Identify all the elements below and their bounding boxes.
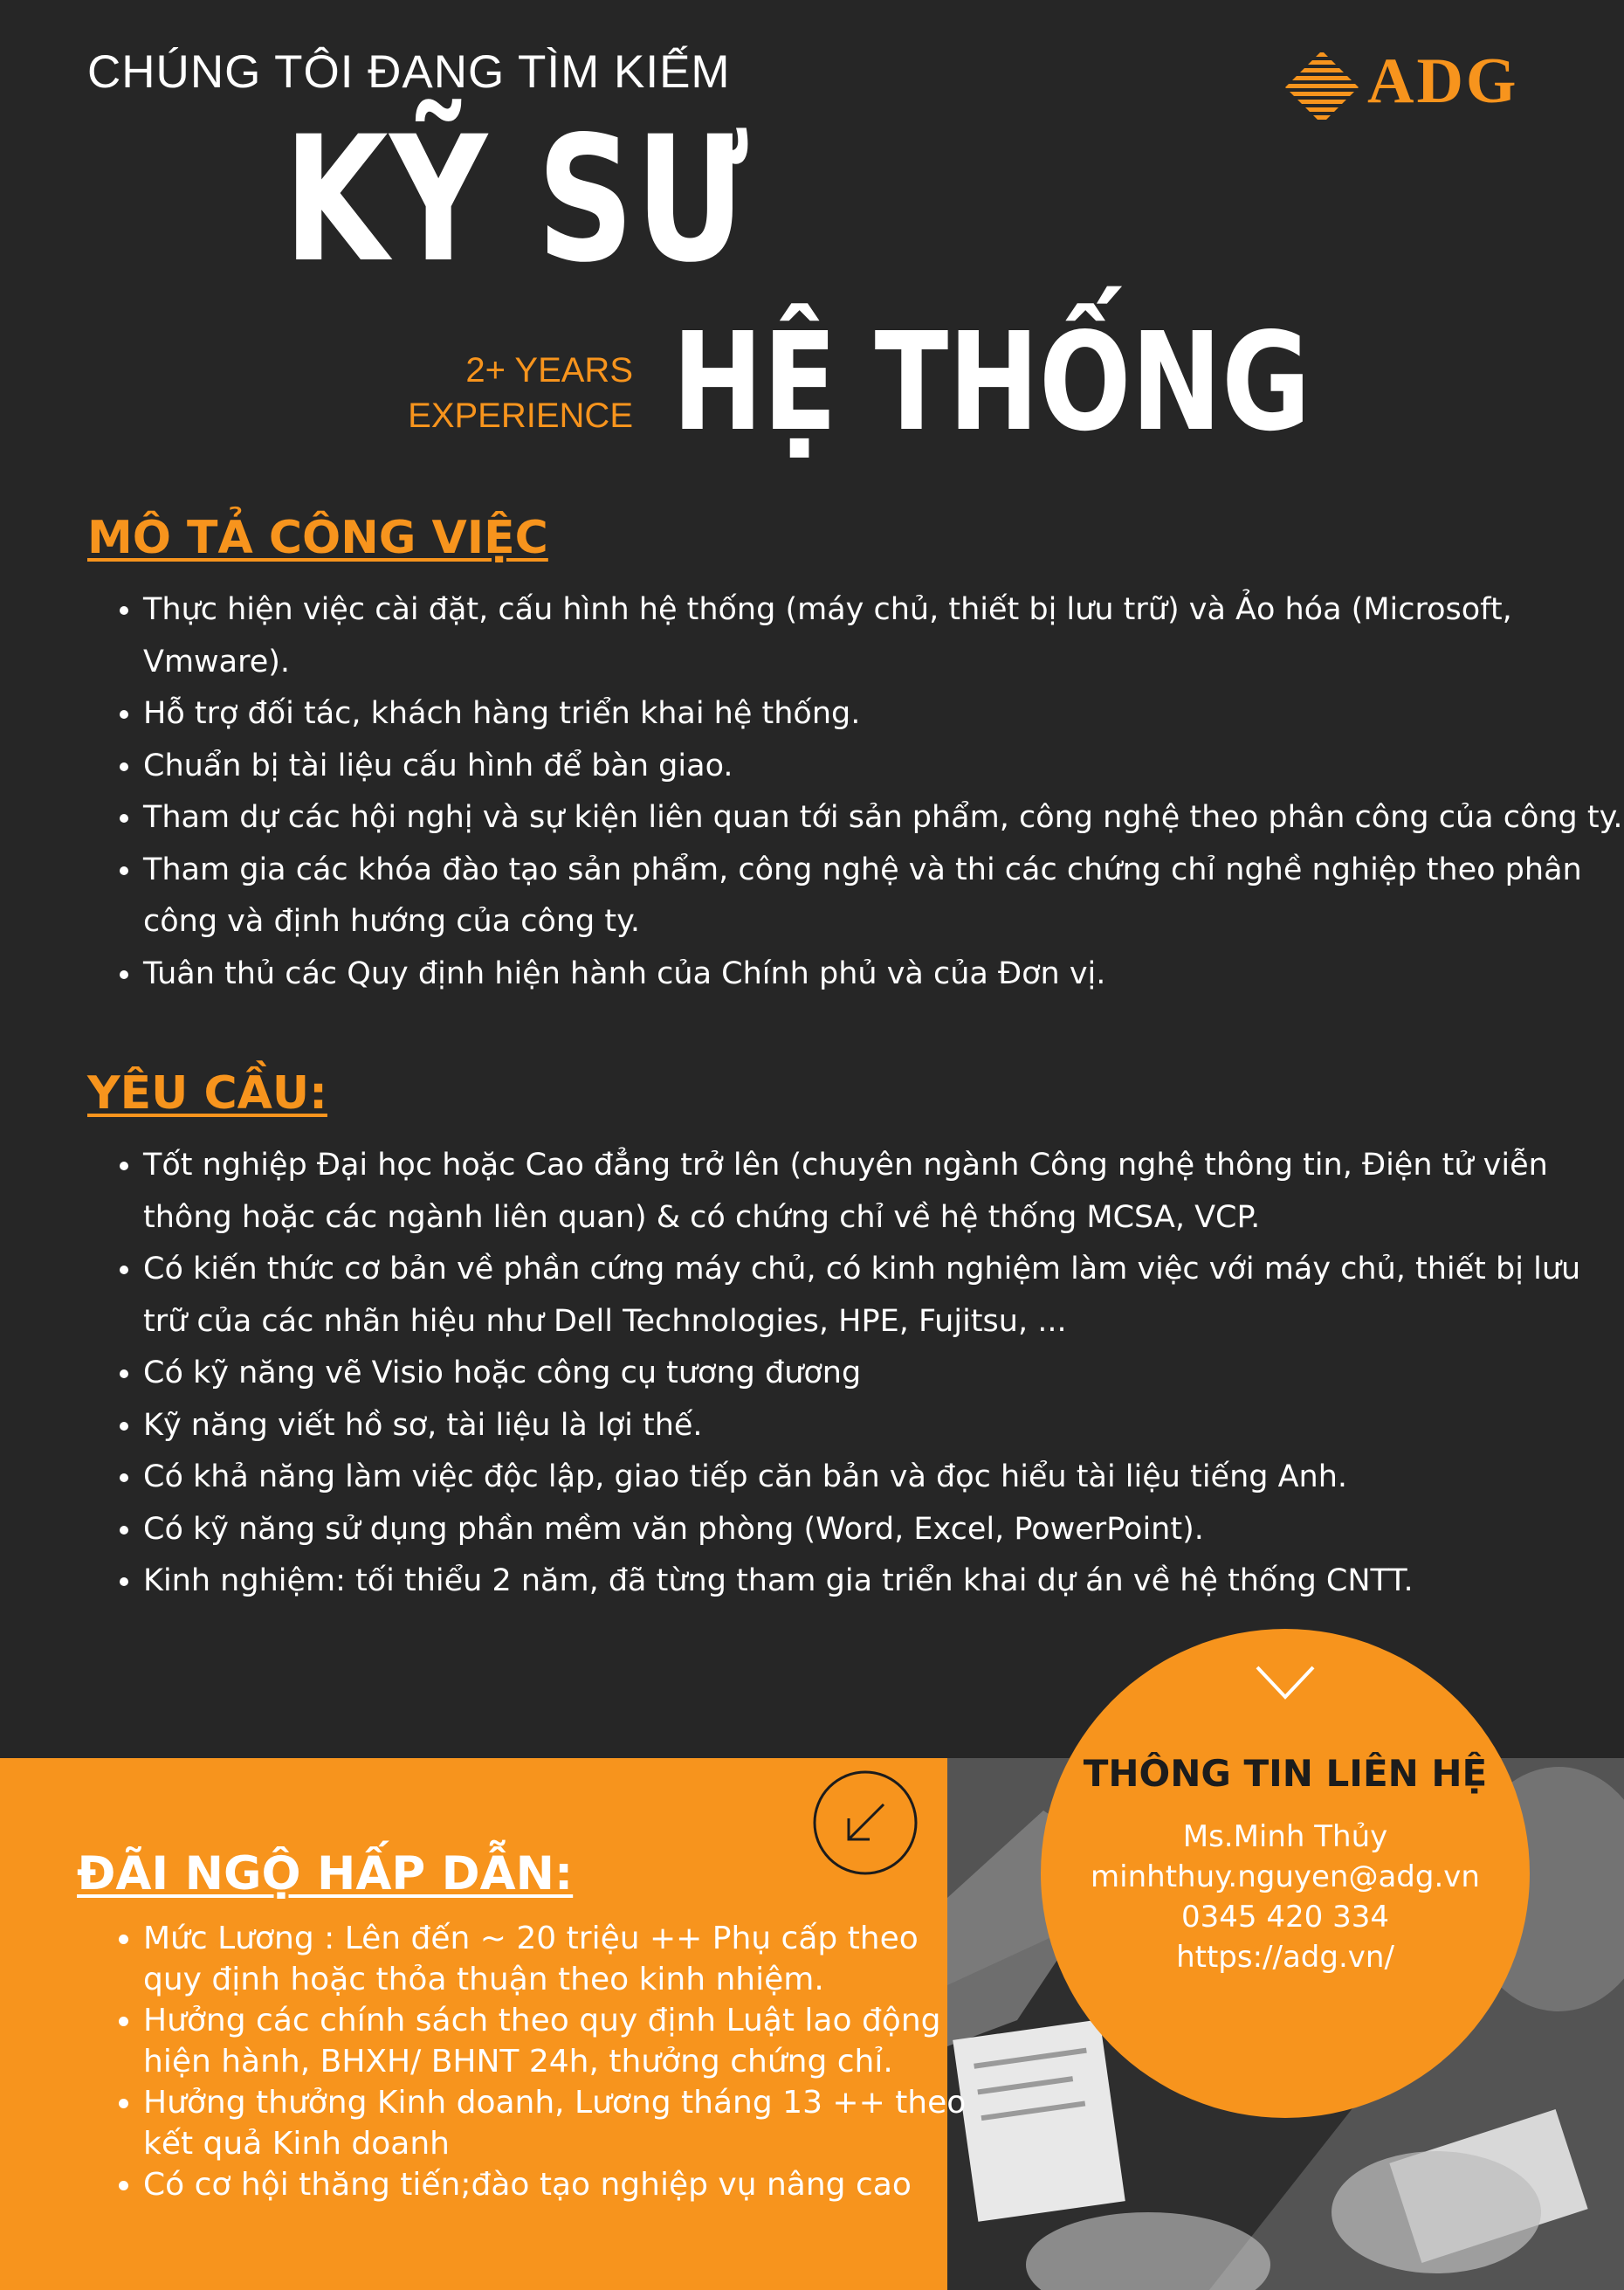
logo-wordmark: ADG	[1367, 45, 1519, 117]
contact-heading: THÔNG TIN LIÊN HỆ	[1083, 1752, 1488, 1795]
company-logo[interactable]	[1280, 45, 1568, 129]
list-item: • Tốt nghiệp Đại học hoặc Cao đẳng trở lên (chuyên ngành Công nghệ thông tin, Điện tử viễn thông hoặc các ngành liên quan) & có chứng chỉ về hệ thống MCSA, VCP.	[143, 1140, 1624, 1244]
contact-phone[interactable]: 0345 420 334	[1181, 1900, 1389, 1935]
list-item: • Có khả năng làm việc độc lập, giao tiếp căn bản và đọc hiểu tài liệu tiếng Anh.	[143, 1452, 1624, 1504]
job-title-line1: KỸ SƯ	[284, 99, 750, 300]
requirements-list	[87, 1140, 1624, 1608]
arrow-down-left-icon	[812, 1769, 919, 1876]
list-item: • Hỗ trợ đối tác, khách hàng triển khai hệ thống.	[143, 688, 1624, 741]
benefits-heading: ĐÃI NGỘ HẤP DẪN:	[77, 1847, 574, 1900]
list-item: • Mức Lương : Lên đến ~ 20 triệu ++ Phụ cấp theo quy định hoặc thỏa thuận theo kinh nhiệm.	[143, 1918, 981, 2000]
contact-website[interactable]: https://adg.vn/	[1176, 1940, 1394, 1975]
experience-word: EXPERIENCE	[408, 397, 633, 435]
benefits-list	[87, 1918, 981, 2205]
list-item: • Có kỹ năng vẽ Visio hoặc công cụ tương đương	[143, 1348, 1624, 1400]
experience-years: 2+ YEARS	[465, 351, 633, 390]
list-item: • Chuẩn bị tài liệu cấu hình để bàn giao.	[143, 741, 1624, 793]
list-item: • Tham gia các khóa đào tạo sản phẩm, công nghệ và thi các chứng chỉ nghề nghiệp theo phân công và định hướng của công ty.	[143, 845, 1624, 948]
contact-email[interactable]: minhthuy.nguyen@adg.vn	[1091, 1859, 1480, 1894]
requirements-heading: YÊU CẦU:	[87, 1067, 327, 1120]
list-item: • Thực hiện việc cài đặt, cấu hình hệ thống (máy chủ, thiết bị lưu trữ) và Ảo hóa (Microsoft, Vmware).	[143, 584, 1624, 688]
list-item: • Kỹ năng viết hồ sơ, tài liệu là lợi thế.	[143, 1400, 1624, 1452]
adg-logo-icon	[1280, 45, 1364, 129]
list-item: • Hưởng các chính sách theo quy định Luật lao động hiện hành, BHXH/ BHNT 24h, thưởng chứng chỉ.	[143, 2000, 981, 2082]
job-title-line2: HỆ THỐNG	[672, 303, 1311, 461]
list-item: • Hưởng thưởng Kinh doanh, Lương tháng 13 ++ theo kết quả Kinh doanh	[143, 2082, 981, 2164]
list-item: • Có cơ hội thăng tiến;đào tạo nghiệp vụ nâng cao	[143, 2164, 981, 2205]
list-item: • Có kỹ năng sử dụng phần mềm văn phòng (Word, Excel, PowerPoint).	[143, 1504, 1624, 1556]
experience-label	[384, 348, 633, 438]
contact-name: Ms.Minh Thủy	[1182, 1819, 1388, 1854]
job-description-heading: MÔ TẢ CÔNG VIỆC	[87, 512, 548, 564]
list-item: • Tuân thủ các Quy định hiện hành của Chính phủ và của Đơn vị.	[143, 948, 1624, 1001]
job-description-list	[87, 584, 1624, 1000]
hero-kicker: CHÚNG TÔI ĐANG TÌM KIẾM	[87, 46, 731, 98]
chevron-down-icon	[1254, 1664, 1317, 1702]
list-item: • Kinh nghiệm: tối thiểu 2 năm, đã từng tham gia triển khai dự án về hệ thống CNTT.	[143, 1555, 1624, 1608]
list-item: • Có kiến thức cơ bản về phần cứng máy chủ, có kinh nghiệm làm việc với máy chủ, thiết bị lưu trữ của các nhãn hiệu như Dell Technologies, HPE, Fujitsu, ...	[143, 1244, 1624, 1348]
list-item: • Tham dự các hội nghị và sự kiện liên quan tới sản phẩm, công nghệ theo phân công của công ty.	[143, 792, 1624, 845]
